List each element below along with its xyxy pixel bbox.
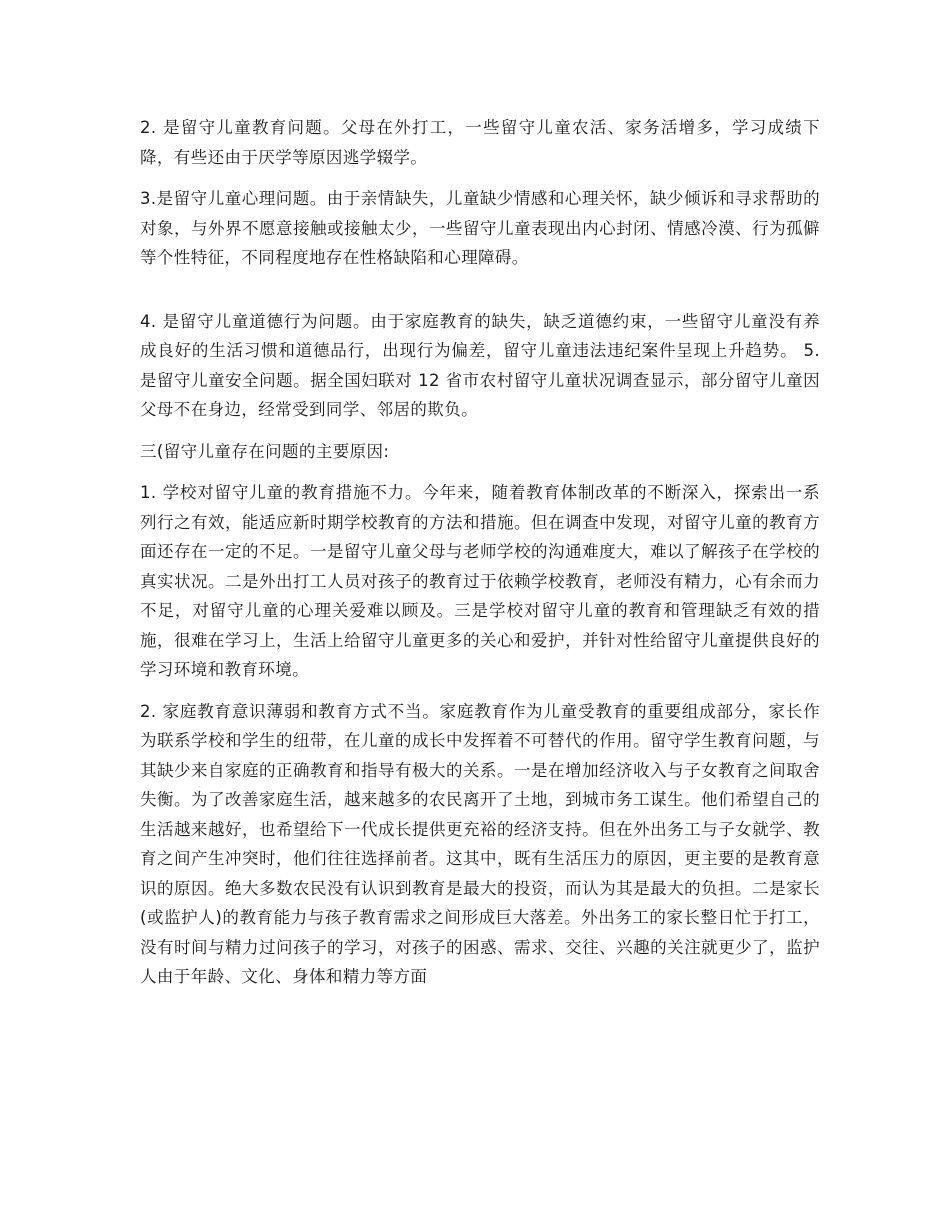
paragraph-psychology-problem: 3.是留守儿童心理问题。由于亲情缺失，儿童缺少情感和心理关怀，缺少倾诉和寻求帮助的对象，与外界不愿意接触或接触太少，一些留守儿童表现出内心封闭、情感冷漠、行为孤僻等个性特征，不同程度地存在性格缺陷和心理障碍。 — [140, 189, 820, 267]
paragraph-education-problem: 2. 是留守儿童教育问题。父母在外打工，一些留守儿童农活、家务活增多，学习成绩下降，有些还由于厌学等原因逃学辍学。 — [140, 118, 820, 167]
paragraph-moral-safety-problem: 4. 是留守儿童道德行为问题。由于家庭教育的缺失，缺乏道德约束，一些留守儿童没有养成良好的生活习惯和道德品行，出现行为偏差，留守儿童违法违纪案件呈现上升趋势。 5. 是留守儿童安全问题。据全国妇联对 12 省市农村留守儿童状况调查显示，部分留守儿童因父母不在身边，经常受到同学、邻居的欺负。 — [140, 311, 820, 419]
document-body — [140, 113, 820, 1004]
section-heading-causes: 三(留守儿童存在问题的主要原因: — [140, 441, 390, 461]
paragraph-family-education: 2. 家庭教育意识薄弱和教育方式不当。家庭教育作为儿童受教育的重要组成部分，家长作为联系学校和学生的纽带，在儿童的成长中发挥着不可替代的作用。留守学生教育问题，与其缺少来自家庭的正确教育和指导有极大的关系。一是在增加经济收入与子女教育之间取舍失衡。为了改善家庭生活，越来越多的农民离开了土地，到城市务工谋生。他们希望自己的生活越来越好，也希望给下一代成长提供更充裕的经济支持。但在外出务工与子女就学、教育之间产生冲突时，他们往往选择前者。这其中，既有生活压力的原因，更主要的是教育意识的原因。绝大多数农民没有认识到教育是最大的投资，而认为其是最大的负担。二是家长(或监护人)的教育能力与孩子教育需求之间形成巨大落差。外出务工的家长整日忙于打工，没有时间与精力过问孩子的学习，对孩子的困惑、需求、交往、兴趣的关注就更少了，监护人由于年龄、文化、身体和精力等方面 — [140, 701, 820, 986]
paragraph-school-measures: 1. 学校对留守儿童的教育措施不力。今年来，随着教育体制改革的不断深入，探索出一系列行之有效，能适应新时期学校教育的方法和措施。但在调查中发现，对留守儿童的教育方面还存在一定的不足。一是留守儿童父母与老师学校的沟通难度大，难以了解孩子在学校的真实状况。二是外出打工人员对孩子的教育过于依赖学校教育，老师没有精力，心有余而力不足，对留守儿童的心理关爱难以顾及。三是学校对留守儿童的教育和管理缺乏有效的措施，很难在学习上，生活上给留守儿童更多的关心和爱护，并针对性给留守儿童提供良好的学习环境和教育环境。 — [140, 483, 820, 679]
